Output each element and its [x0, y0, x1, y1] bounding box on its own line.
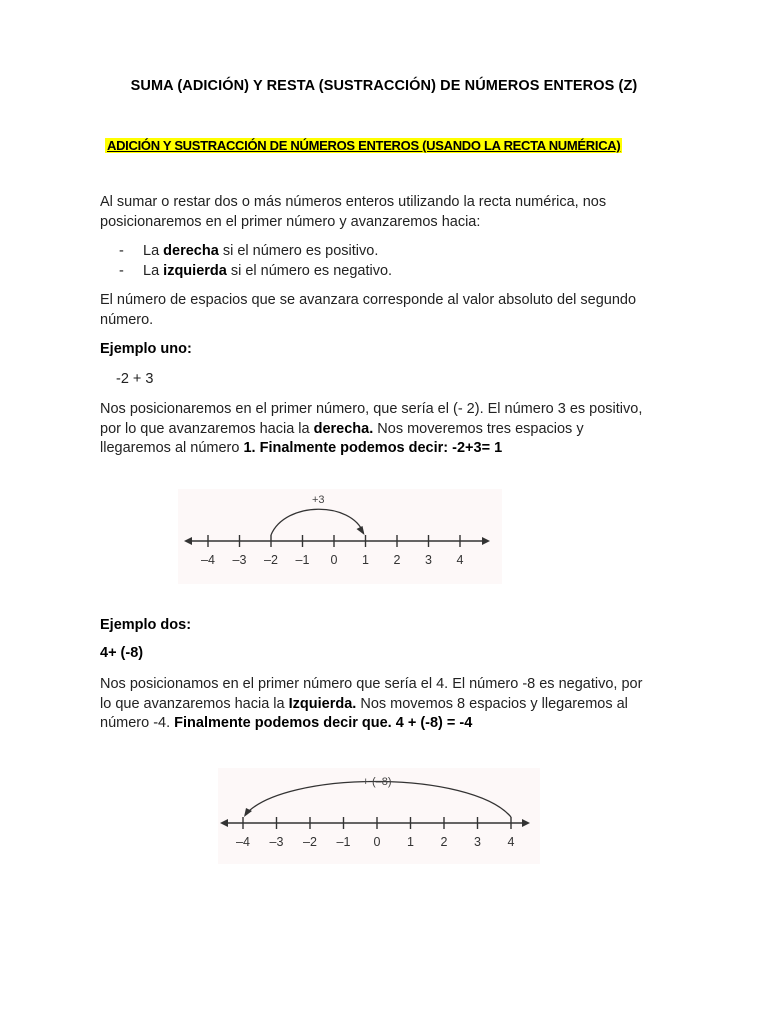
text-run: llegaremos al número	[100, 440, 244, 456]
tick-label: –4	[201, 553, 215, 567]
arc-label: + (–8)	[362, 776, 392, 788]
tick-label: –3	[269, 835, 284, 849]
text-run: por lo que avanzaremos hacia la	[100, 420, 314, 437]
list-text: La	[143, 263, 164, 279]
tick-label: 2	[440, 835, 448, 849]
example1-line-1: Nos posicionaremos en el primer número, que sería el (- 2). El número 3 es positivo,	[100, 401, 643, 417]
example1-heading: Ejemplo uno:	[100, 341, 192, 357]
text-run: número -4.	[100, 715, 175, 731]
example2-line-2	[100, 695, 642, 715]
arc-arrowhead-icon	[357, 526, 365, 535]
tick-label: 0	[373, 835, 381, 849]
tick-label: 4	[507, 835, 515, 849]
tick-label: –1	[295, 553, 310, 567]
example2-paragraph	[100, 675, 642, 734]
example1-expression: -2 + 3	[116, 371, 154, 387]
tick-label: 2	[393, 553, 401, 567]
direction-list	[119, 241, 392, 281]
tick-label: 1	[407, 835, 414, 849]
list-text: La	[143, 243, 164, 259]
example2-heading: Ejemplo dos:	[100, 617, 192, 633]
bold-run: derecha.	[313, 420, 374, 437]
list-text: si el número es negativo.	[226, 263, 393, 279]
list-bold: izquierda	[163, 263, 227, 279]
bold-run: Izquierda.	[288, 695, 357, 712]
number-line-figure-1	[178, 489, 502, 584]
tick-label: –2	[264, 553, 278, 567]
rule-paragraph	[100, 291, 636, 330]
example1-line-2	[100, 420, 642, 440]
tick-label: –4	[236, 835, 250, 849]
tick-label: 0	[330, 553, 338, 567]
rule-line-2: número.	[100, 311, 154, 328]
list-text: si el número es positivo.	[218, 243, 379, 259]
intro-line-2: posicionaremos en el primer número y avanzaremos hacia:	[100, 213, 481, 230]
number-line-svg-1	[178, 489, 502, 584]
tick-label: 3	[425, 553, 432, 567]
arc-label: +3	[311, 494, 325, 506]
page-title: SUMA (ADICIÓN) Y RESTA (SUSTRACCIÓN) DE NÚMEROS ENTEROS (Z)	[130, 78, 638, 94]
number-line-figure-2	[218, 768, 540, 864]
tick-group	[201, 535, 463, 567]
tick-label: –3	[232, 553, 247, 567]
list-item	[119, 261, 392, 281]
bold-run: 1. Finalmente podemos decir: -2+3= 1	[243, 440, 503, 456]
list-bold: derecha	[163, 243, 219, 259]
number-line-svg-2	[218, 768, 540, 864]
list-dash: -	[119, 263, 124, 279]
list-dash: -	[119, 243, 124, 259]
example1-paragraph	[100, 400, 642, 459]
tick-label: 4	[456, 553, 464, 567]
right-arrowhead-icon	[522, 819, 530, 827]
text-run: lo que avanzaremos hacia la	[100, 695, 289, 712]
example2-line-3	[100, 714, 642, 734]
tick-label: –2	[303, 835, 317, 849]
tick-label: 1	[362, 553, 369, 567]
intro-line-1: Al sumar o restar dos o más números enteros utilizando la recta numérica, nos	[100, 194, 607, 210]
tick-label: –1	[336, 835, 351, 849]
tick-group	[236, 817, 514, 849]
intro-paragraph	[100, 193, 606, 232]
left-arrowhead-icon	[220, 819, 228, 827]
tick-label: 3	[474, 835, 481, 849]
left-arrowhead-icon	[184, 537, 192, 545]
list-item	[119, 241, 392, 261]
jump-arc	[271, 509, 364, 535]
bold-run: Finalmente podemos decir que. 4 + (-8) = -4	[174, 715, 473, 731]
section-subtitle: ADICIÓN Y SUSTRACCIÓN DE NÚMEROS ENTEROS (USANDO LA RECTA NUMÉRICA)	[107, 138, 621, 153]
example1-line-3	[100, 439, 642, 459]
rule-line-1: El número de espacios que se avanzara corresponde al valor absoluto del segundo	[100, 292, 637, 308]
example2-line-1: Nos posicionamos en el primer número que sería el 4. El número -8 es negativo, por	[100, 676, 643, 692]
right-arrowhead-icon	[482, 537, 490, 545]
text-run: Nos moveremos tres espacios y	[373, 420, 584, 437]
example2-expression: 4+ (-8)	[100, 645, 144, 661]
text-run: Nos movemos 8 espacios y llegaremos al	[356, 695, 628, 712]
